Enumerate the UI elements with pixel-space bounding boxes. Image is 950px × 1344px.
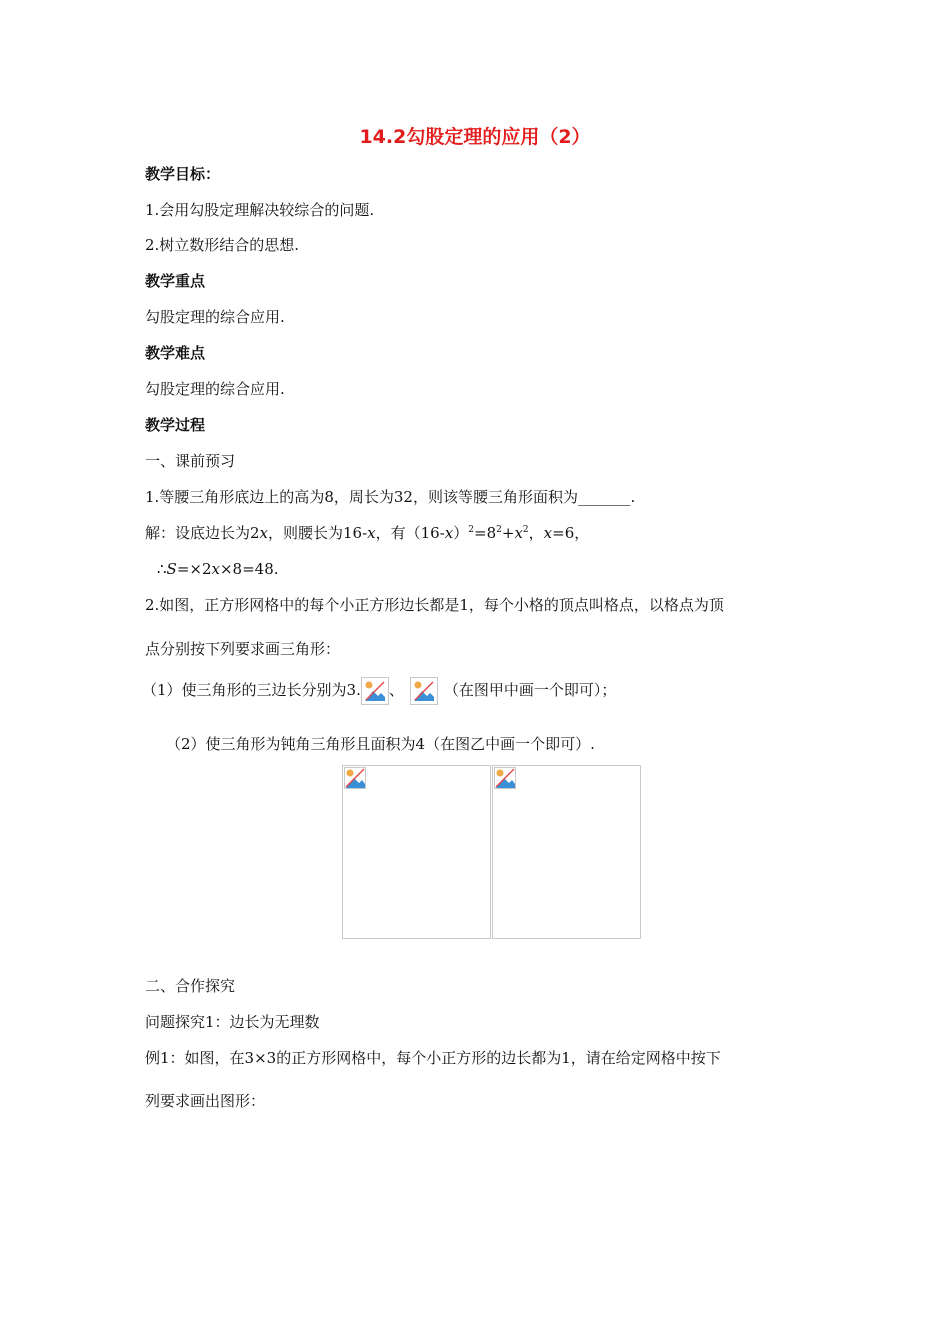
- document-title: 14.2勾股定理的应用（2）: [359, 126, 591, 148]
- key-heading: 教学重点: [145, 272, 206, 290]
- question-1: 1.等腰三角形底边上的高为8，周长为32，则该等腰三角形面积为_______.: [145, 488, 636, 506]
- example-1-line-2: 列要求画出图形：: [145, 1092, 266, 1110]
- difficulty-text: 勾股定理的综合应用.: [145, 380, 285, 398]
- solution-conclusion: ∴S=×2x×8=48.: [157, 560, 279, 578]
- broken-image-icon: [361, 677, 389, 705]
- section-2-heading: 二、合作探究: [145, 977, 236, 995]
- solution-line: 解：设底边长为2x，则腰长为16-x，有$(16-x)^2=8^2+x^2$，x=6，: [145, 524, 590, 542]
- broken-image-icon: [410, 677, 438, 705]
- figure-yi-placeholder: [492, 765, 641, 939]
- question-2-line-2: 点分别按下列要求画三角形：: [145, 640, 341, 658]
- difficulty-heading: 教学难点: [145, 344, 206, 362]
- section-1-heading: 一、课前预习: [145, 452, 236, 470]
- objective-1: 1.会用勾股定理解决较综合的问题.: [145, 201, 375, 219]
- question-2-line-1: 2.如图，正方形网格中的每个小正方形边长都是1，每个小格的顶点叫格点，以格点为顶: [145, 596, 724, 614]
- broken-image-icon: [494, 767, 516, 789]
- question-2-part-2: （2）使三角形为钝角三角形且面积为4（在图乙中画一个即可）.: [166, 735, 595, 753]
- broken-image-icon: [344, 767, 366, 789]
- objectives-heading: 教学目标：: [145, 165, 221, 183]
- question-2-part-1: （1）使三角形的三边长分别为3. 、 （在图甲中画一个即可）；: [142, 675, 616, 705]
- key-text: 勾股定理的综合应用.: [145, 308, 285, 326]
- process-heading: 教学过程: [145, 416, 206, 434]
- objective-2: 2.树立数形结合的思想.: [145, 236, 300, 254]
- figure-jia-placeholder: [342, 765, 491, 939]
- example-1-line-1: 例1：如图，在3×3的正方形网格中，每个小正方形的边长都为1，请在给定网格中按下: [145, 1049, 721, 1067]
- problem-1-heading: 问题探究1：边长为无理数: [145, 1013, 320, 1031]
